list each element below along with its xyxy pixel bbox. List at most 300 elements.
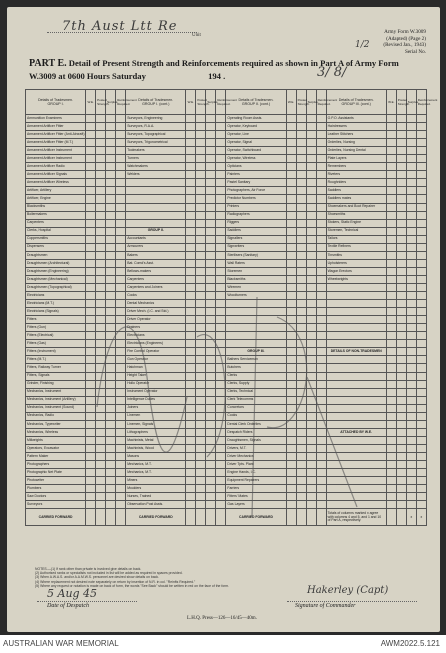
entry-cell[interactable] [206,428,216,436]
entry-cell[interactable] [186,420,196,428]
entry-cell[interactable] [386,324,396,332]
entry-cell[interactable] [306,243,316,251]
entry-cell[interactable] [416,356,426,364]
total-cell[interactable] [206,509,216,526]
entry-cell[interactable] [96,235,106,243]
entry-cell[interactable] [106,300,116,308]
entry-cell[interactable] [196,283,206,291]
entry-cell[interactable] [396,300,406,308]
entry-cell[interactable] [316,332,326,340]
entry-cell[interactable] [286,436,296,444]
entry-cell[interactable] [316,211,326,219]
entry-cell[interactable] [306,364,316,372]
entry-cell[interactable] [106,477,116,485]
entry-cell[interactable] [116,195,126,203]
entry-cell[interactable] [406,396,416,404]
entry-cell[interactable] [416,203,426,211]
total-cell[interactable] [386,509,396,526]
entry-cell[interactable] [206,251,216,259]
entry-cell[interactable] [86,372,96,380]
entry-cell[interactable] [296,348,306,356]
entry-cell[interactable] [96,275,106,283]
entry-cell[interactable] [106,388,116,396]
entry-cell[interactable] [296,404,306,412]
entry-cell[interactable] [416,308,426,316]
entry-cell[interactable] [216,155,226,163]
entry-cell[interactable] [96,493,106,501]
total-cell[interactable] [316,509,326,526]
entry-cell[interactable] [116,428,126,436]
entry-cell[interactable] [316,404,326,412]
entry-cell[interactable] [106,267,116,275]
entry-cell[interactable] [86,356,96,364]
entry-cell[interactable] [116,155,126,163]
entry-cell[interactable] [386,428,396,436]
entry-cell[interactable] [286,485,296,493]
entry-cell[interactable] [296,420,306,428]
entry-cell[interactable] [96,195,106,203]
entry-cell[interactable] [296,493,306,501]
entry-cell[interactable] [96,332,106,340]
entry-cell[interactable] [216,211,226,219]
entry-cell[interactable] [186,396,196,404]
entry-cell[interactable] [386,195,396,203]
entry-cell[interactable] [416,396,426,404]
entry-cell[interactable] [106,316,116,324]
entry-cell[interactable] [396,251,406,259]
entry-cell[interactable] [386,235,396,243]
entry-cell[interactable] [96,187,106,195]
entry-cell[interactable] [206,203,216,211]
entry-cell[interactable] [206,380,216,388]
entry-cell[interactable] [396,469,406,477]
entry-cell[interactable] [216,308,226,316]
entry-cell[interactable] [396,420,406,428]
entry-cell[interactable] [316,372,326,380]
entry-cell[interactable] [386,259,396,267]
entry-cell[interactable] [416,300,426,308]
entry-cell[interactable] [386,364,396,372]
entry-cell[interactable] [296,251,306,259]
entry-cell[interactable] [396,340,406,348]
entry-cell[interactable] [216,139,226,147]
entry-cell[interactable] [196,388,206,396]
entry-cell[interactable] [106,372,116,380]
entry-cell[interactable] [116,243,126,251]
entry-cell[interactable] [316,477,326,485]
entry-cell[interactable] [116,380,126,388]
entry-cell[interactable] [406,195,416,203]
entry-cell[interactable] [206,332,216,340]
entry-cell[interactable] [316,171,326,179]
entry-cell[interactable] [206,147,216,155]
entry-cell[interactable] [96,412,106,420]
entry-cell[interactable] [216,316,226,324]
entry-cell[interactable] [106,485,116,493]
entry-cell[interactable] [406,461,416,469]
entry-cell[interactable] [316,275,326,283]
entry-cell[interactable] [186,187,196,195]
entry-cell[interactable] [386,211,396,219]
total-cell[interactable] [86,509,96,526]
entry-cell[interactable] [416,163,426,171]
entry-cell[interactable] [406,485,416,493]
entry-cell[interactable] [386,332,396,340]
entry-cell[interactable] [306,195,316,203]
entry-cell[interactable] [116,485,126,493]
entry-cell[interactable] [416,259,426,267]
entry-cell[interactable] [96,259,106,267]
entry-cell[interactable] [206,444,216,452]
entry-cell[interactable] [86,179,96,187]
entry-cell[interactable] [316,436,326,444]
total-cell[interactable] [106,509,116,526]
entry-cell[interactable] [386,139,396,147]
entry-cell[interactable] [296,364,306,372]
entry-cell[interactable] [386,179,396,187]
entry-cell[interactable] [396,275,406,283]
entry-cell[interactable] [206,436,216,444]
entry-cell[interactable] [306,469,316,477]
entry-cell[interactable] [396,292,406,300]
entry-cell[interactable] [406,332,416,340]
entry-cell[interactable] [386,123,396,131]
entry-cell[interactable] [416,267,426,275]
entry-cell[interactable] [86,211,96,219]
entry-cell[interactable] [286,267,296,275]
entry-cell[interactable] [196,131,206,139]
entry-cell[interactable] [316,259,326,267]
entry-cell[interactable] [316,396,326,404]
entry-cell[interactable] [286,461,296,469]
entry-cell[interactable] [106,380,116,388]
entry-cell[interactable] [286,155,296,163]
entry-cell[interactable] [296,235,306,243]
entry-cell[interactable] [216,452,226,460]
entry-cell[interactable] [396,308,406,316]
entry-cell[interactable] [296,477,306,485]
entry-cell[interactable] [286,412,296,420]
entry-cell[interactable] [196,267,206,275]
entry-cell[interactable] [206,195,216,203]
entry-cell[interactable] [296,131,306,139]
entry-cell[interactable] [206,139,216,147]
entry-cell[interactable] [106,235,116,243]
entry-cell[interactable] [286,219,296,227]
entry-cell[interactable] [206,131,216,139]
entry-cell[interactable] [86,404,96,412]
entry-cell[interactable] [416,147,426,155]
entry-cell[interactable] [416,428,426,436]
entry-cell[interactable] [316,412,326,420]
entry-cell[interactable] [296,139,306,147]
entry-cell[interactable] [416,251,426,259]
entry-cell[interactable] [186,227,196,235]
entry-cell[interactable] [116,171,126,179]
entry-cell[interactable] [196,115,206,123]
entry-cell[interactable] [316,348,326,356]
entry-cell[interactable] [386,396,396,404]
entry-cell[interactable] [86,461,96,469]
entry-cell[interactable] [196,259,206,267]
entry-cell[interactable] [206,452,216,460]
entry-cell[interactable] [96,251,106,259]
entry-cell[interactable] [106,420,116,428]
total-cell[interactable] [196,509,206,526]
entry-cell[interactable] [186,452,196,460]
entry-cell[interactable] [316,493,326,501]
entry-cell[interactable] [296,115,306,123]
entry-cell[interactable] [286,493,296,501]
entry-cell[interactable] [406,348,416,356]
entry-cell[interactable] [106,131,116,139]
entry-cell[interactable] [406,211,416,219]
entry-cell[interactable] [196,219,206,227]
entry-cell[interactable] [186,436,196,444]
entry-cell[interactable] [216,461,226,469]
entry-cell[interactable] [216,283,226,291]
entry-cell[interactable] [206,227,216,235]
entry-cell[interactable] [416,316,426,324]
entry-cell[interactable] [196,501,206,509]
entry-cell[interactable] [216,227,226,235]
entry-cell[interactable] [116,115,126,123]
entry-cell[interactable] [206,115,216,123]
entry-cell[interactable] [306,308,316,316]
entry-cell[interactable] [416,235,426,243]
entry-cell[interactable] [296,428,306,436]
entry-cell[interactable] [86,147,96,155]
entry-cell[interactable] [286,187,296,195]
entry-cell[interactable] [96,340,106,348]
entry-cell[interactable] [396,388,406,396]
entry-cell[interactable] [196,243,206,251]
entry-cell[interactable] [116,203,126,211]
entry-cell[interactable] [196,469,206,477]
entry-cell[interactable] [406,388,416,396]
entry-cell[interactable] [86,388,96,396]
entry-cell[interactable] [186,332,196,340]
entry-cell[interactable] [416,348,426,356]
entry-cell[interactable] [186,428,196,436]
entry-cell[interactable] [316,243,326,251]
entry-cell[interactable] [106,340,116,348]
entry-cell[interactable] [196,235,206,243]
entry-cell[interactable] [386,219,396,227]
entry-cell[interactable] [216,171,226,179]
entry-cell[interactable] [306,171,316,179]
entry-cell[interactable] [406,227,416,235]
entry-cell[interactable] [216,123,226,131]
entry-cell[interactable] [86,396,96,404]
entry-cell[interactable] [86,348,96,356]
entry-cell[interactable] [186,493,196,501]
entry-cell[interactable] [116,340,126,348]
entry-cell[interactable] [286,243,296,251]
entry-cell[interactable] [96,300,106,308]
entry-cell[interactable] [196,195,206,203]
entry-cell[interactable] [206,420,216,428]
entry-cell[interactable] [206,283,216,291]
entry-cell[interactable] [386,452,396,460]
entry-cell[interactable] [406,187,416,195]
entry-cell[interactable] [96,396,106,404]
entry-cell[interactable] [406,404,416,412]
entry-cell[interactable] [396,436,406,444]
entry-cell[interactable] [286,147,296,155]
entry-cell[interactable] [386,461,396,469]
entry-cell[interactable] [416,501,426,509]
entry-cell[interactable] [206,461,216,469]
entry-cell[interactable] [206,243,216,251]
entry-cell[interactable] [316,420,326,428]
entry-cell[interactable] [406,452,416,460]
entry-cell[interactable] [386,380,396,388]
entry-cell[interactable] [116,219,126,227]
entry-cell[interactable] [196,300,206,308]
entry-cell[interactable] [306,139,316,147]
entry-cell[interactable] [386,300,396,308]
entry-cell[interactable] [296,267,306,275]
entry-cell[interactable] [216,324,226,332]
entry-cell[interactable] [386,171,396,179]
total-mark[interactable]: x [416,509,426,526]
entry-cell[interactable] [416,332,426,340]
entry-cell[interactable] [96,219,106,227]
entry-cell[interactable] [306,251,316,259]
total-cell[interactable] [306,509,316,526]
entry-cell[interactable] [386,227,396,235]
entry-cell[interactable] [306,388,316,396]
entry-cell[interactable] [416,461,426,469]
entry-cell[interactable] [116,283,126,291]
entry-cell[interactable] [296,155,306,163]
entry-cell[interactable] [196,171,206,179]
entry-cell[interactable] [116,469,126,477]
entry-cell[interactable] [296,316,306,324]
entry-cell[interactable] [416,219,426,227]
entry-cell[interactable] [416,477,426,485]
entry-cell[interactable] [286,316,296,324]
entry-cell[interactable] [106,501,116,509]
entry-cell[interactable] [416,493,426,501]
entry-cell[interactable] [386,372,396,380]
entry-cell[interactable] [306,461,316,469]
entry-cell[interactable] [206,501,216,509]
entry-cell[interactable] [396,147,406,155]
entry-cell[interactable] [116,235,126,243]
entry-cell[interactable] [416,275,426,283]
entry-cell[interactable] [316,115,326,123]
entry-cell[interactable] [106,115,116,123]
entry-cell[interactable] [86,219,96,227]
entry-cell[interactable] [416,171,426,179]
entry-cell[interactable] [316,469,326,477]
entry-cell[interactable] [96,461,106,469]
entry-cell[interactable] [396,356,406,364]
entry-cell[interactable] [196,179,206,187]
entry-cell[interactable] [416,283,426,291]
entry-cell[interactable] [216,420,226,428]
entry-cell[interactable] [296,163,306,171]
entry-cell[interactable] [96,308,106,316]
entry-cell[interactable] [296,283,306,291]
entry-cell[interactable] [386,404,396,412]
entry-cell[interactable] [116,324,126,332]
entry-cell[interactable] [406,235,416,243]
entry-cell[interactable] [316,501,326,509]
entry-cell[interactable] [406,316,416,324]
entry-cell[interactable] [386,420,396,428]
entry-cell[interactable] [106,364,116,372]
entry-cell[interactable] [296,211,306,219]
entry-cell[interactable] [406,259,416,267]
entry-cell[interactable] [216,428,226,436]
entry-cell[interactable] [396,203,406,211]
entry-cell[interactable] [86,251,96,259]
entry-cell[interactable] [96,283,106,291]
entry-cell[interactable] [396,219,406,227]
entry-cell[interactable] [286,227,296,235]
entry-cell[interactable] [416,227,426,235]
entry-cell[interactable] [86,292,96,300]
entry-cell[interactable] [96,131,106,139]
entry-cell[interactable] [186,203,196,211]
entry-cell[interactable] [306,235,316,243]
entry-cell[interactable] [116,147,126,155]
entry-cell[interactable] [216,364,226,372]
entry-cell[interactable] [96,428,106,436]
entry-cell[interactable] [106,444,116,452]
entry-cell[interactable] [196,227,206,235]
entry-cell[interactable] [116,477,126,485]
entry-cell[interactable] [386,412,396,420]
entry-cell[interactable] [396,404,406,412]
entry-cell[interactable] [216,340,226,348]
entry-cell[interactable] [416,243,426,251]
entry-cell[interactable] [396,412,406,420]
entry-cell[interactable] [96,155,106,163]
entry-cell[interactable] [86,412,96,420]
entry-cell[interactable] [206,485,216,493]
entry-cell[interactable] [106,195,116,203]
entry-cell[interactable] [186,283,196,291]
entry-cell[interactable] [316,452,326,460]
entry-cell[interactable] [286,300,296,308]
entry-cell[interactable] [296,179,306,187]
entry-cell[interactable] [86,444,96,452]
entry-cell[interactable] [186,372,196,380]
entry-cell[interactable] [196,356,206,364]
entry-cell[interactable] [86,243,96,251]
entry-cell[interactable] [106,227,116,235]
entry-cell[interactable] [306,316,316,324]
entry-cell[interactable] [96,420,106,428]
entry-cell[interactable] [396,364,406,372]
entry-cell[interactable] [216,332,226,340]
entry-cell[interactable] [216,115,226,123]
entry-cell[interactable] [96,292,106,300]
entry-cell[interactable] [416,123,426,131]
entry-cell[interactable] [186,211,196,219]
entry-cell[interactable] [186,292,196,300]
entry-cell[interactable] [186,115,196,123]
entry-cell[interactable] [416,179,426,187]
entry-cell[interactable] [196,147,206,155]
entry-cell[interactable] [206,356,216,364]
entry-cell[interactable] [206,469,216,477]
entry-cell[interactable] [386,283,396,291]
